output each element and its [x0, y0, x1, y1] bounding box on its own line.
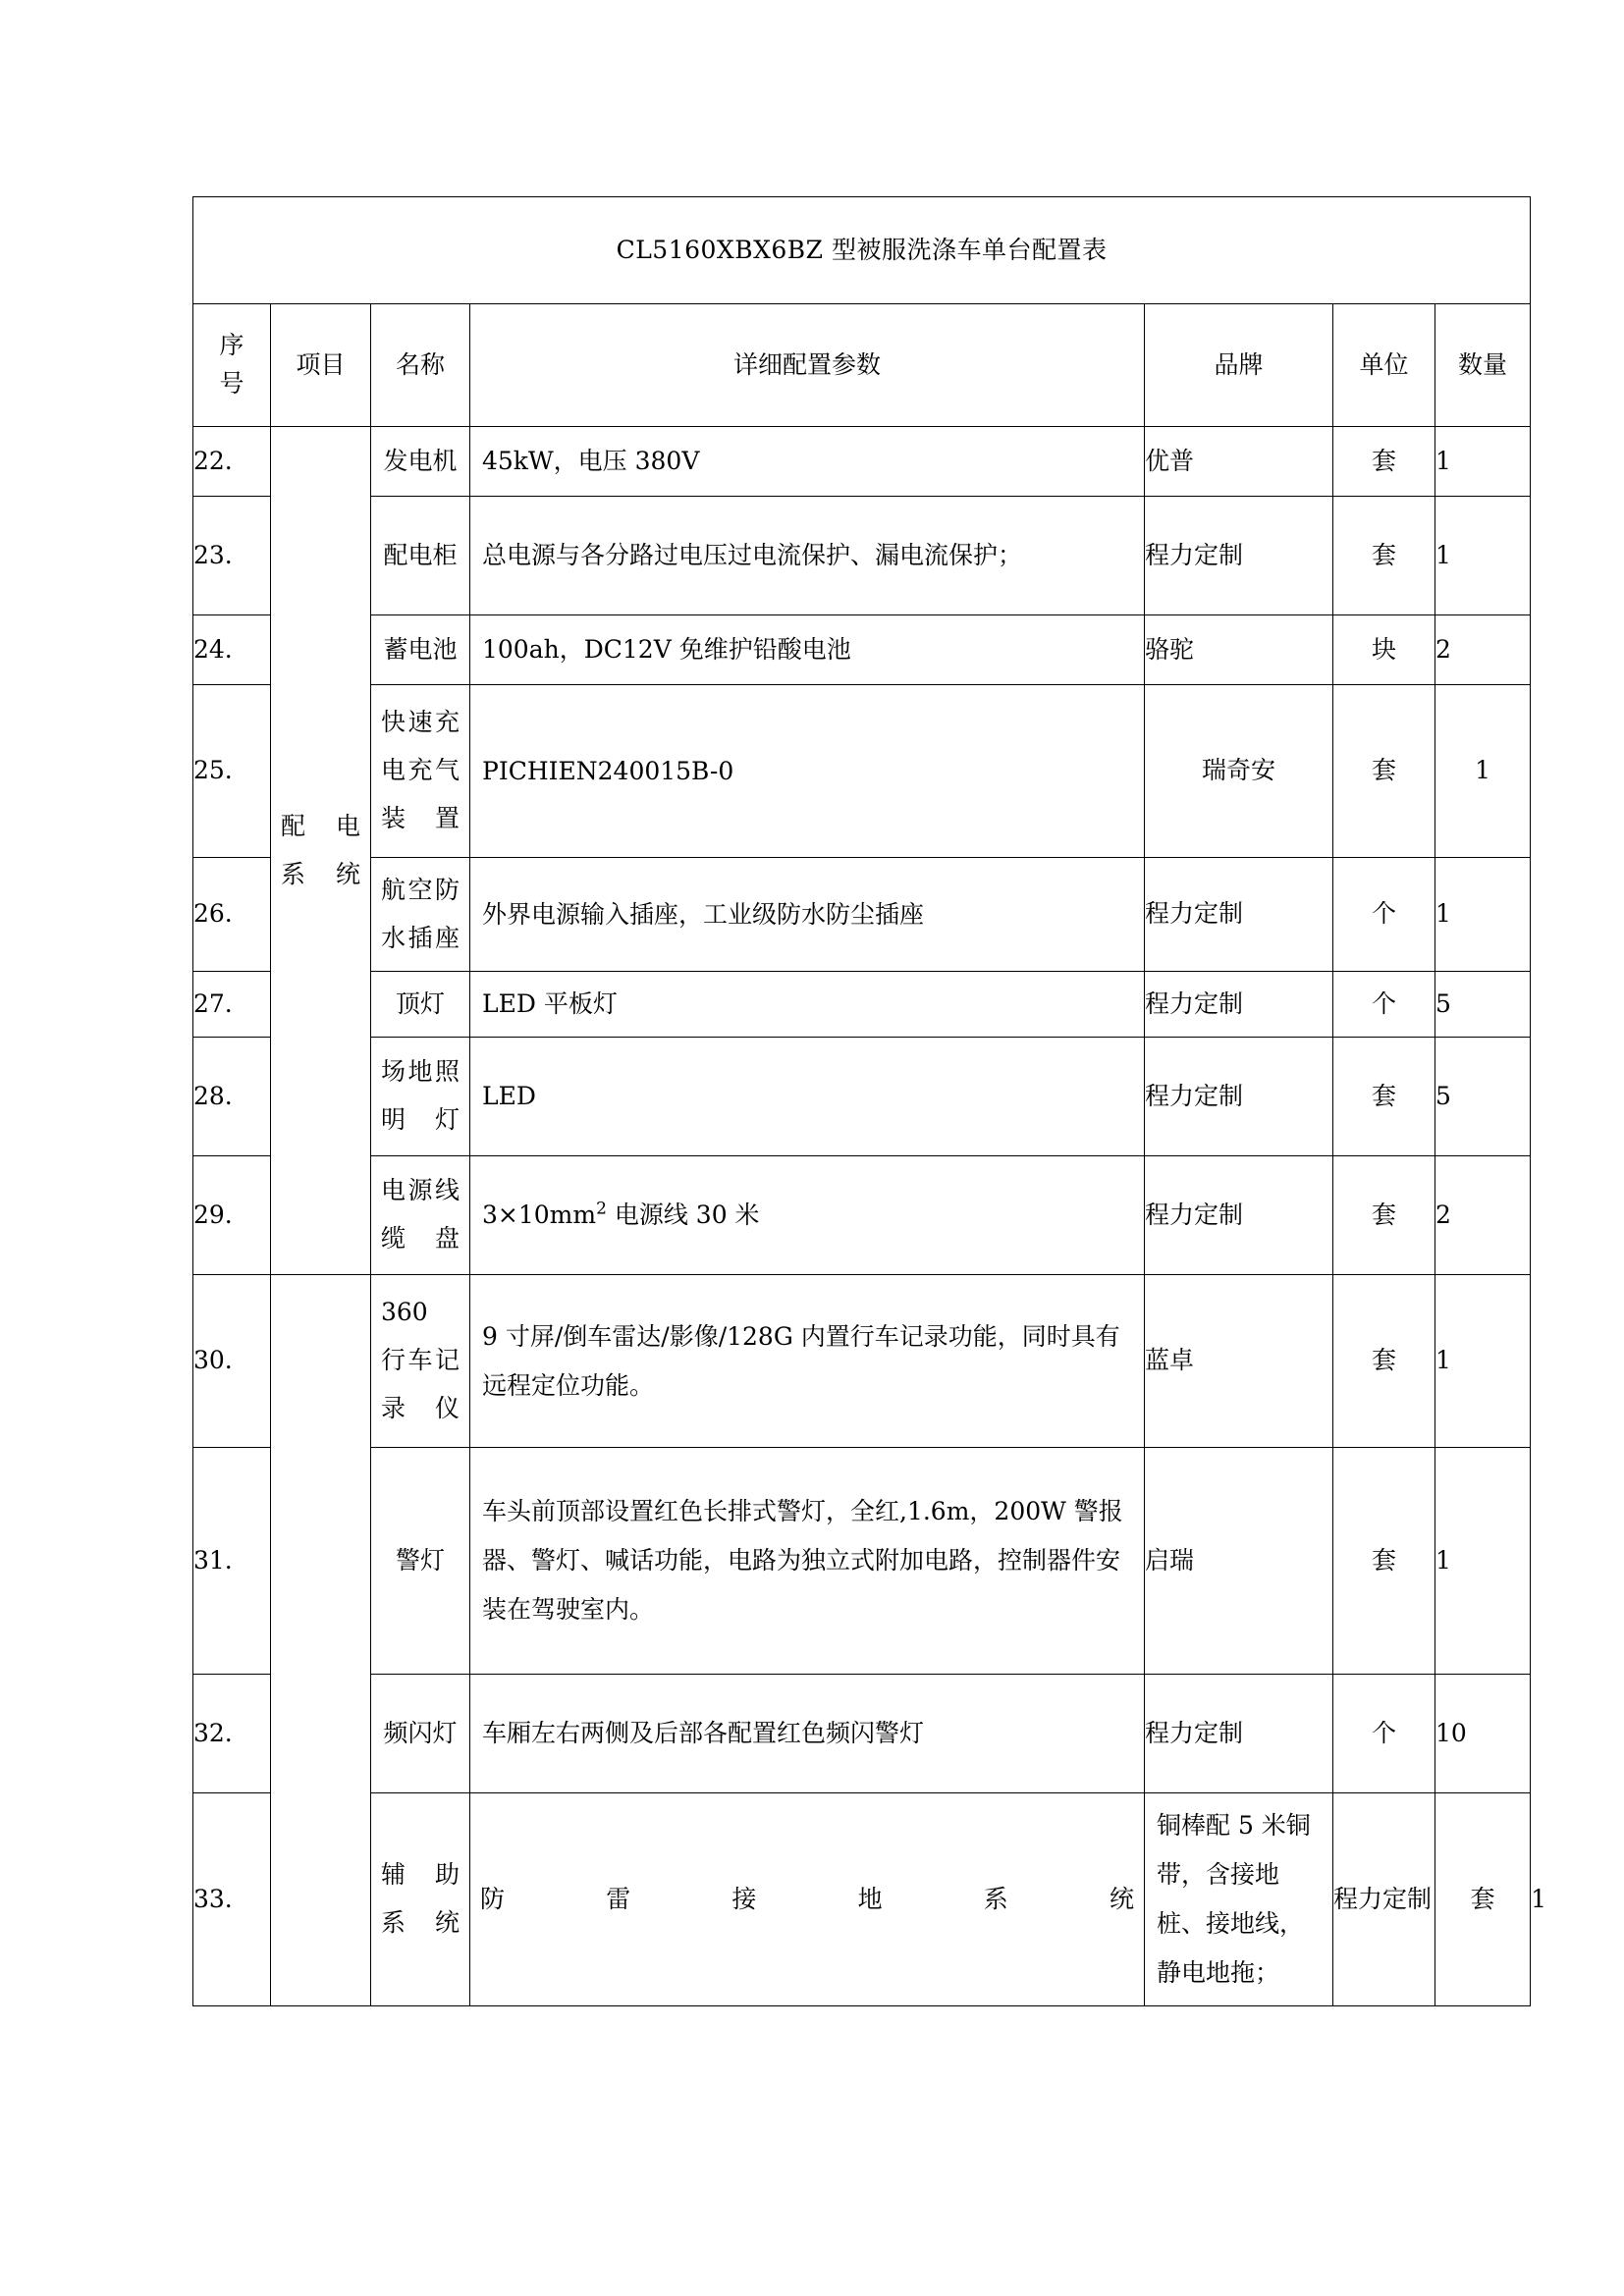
cell-name [371, 1156, 470, 1275]
cell-brand: 骆驼 [1145, 615, 1333, 685]
cell-params [470, 1675, 1145, 1793]
column-header-seq [193, 304, 271, 427]
cell-seq: 33. [193, 1793, 271, 2006]
cell-params [470, 1448, 1145, 1675]
cell-brand: 启瑞 [1145, 1448, 1333, 1675]
cell-seq: 22. [193, 427, 271, 497]
column-header-unit: 单位 [1333, 304, 1435, 427]
cell-unit: 套 [1333, 1448, 1435, 1675]
table-row [193, 427, 1531, 497]
table-row [193, 1275, 1531, 1448]
cell-params [470, 497, 1145, 615]
cell-seq: 23. [193, 497, 271, 615]
page-title: CL5160XBX6BZ 型被服洗涤车单台配置表 [616, 235, 1108, 264]
column-header-seq-line1: 序 [219, 331, 244, 360]
cell-qty: 1 [1435, 1448, 1531, 1675]
cell-qty: 1 [1435, 685, 1531, 858]
project-group-label-line1: 辅 助 [381, 1860, 460, 1890]
cell-project-empty [271, 1275, 371, 2006]
column-header-qty: 数量 [1435, 304, 1531, 427]
cell-brand: 蓝卓 [1145, 1275, 1333, 1448]
cell-params-text: LED 平板灯 [482, 989, 618, 1018]
cell-seq: 25. [193, 685, 271, 858]
table-row [193, 972, 1531, 1038]
cell-seq: 31. [193, 1448, 271, 1675]
cell-params [470, 1156, 1145, 1275]
cell-seq: 26. [193, 858, 271, 972]
cell-qty: 5 [1435, 972, 1531, 1038]
cell-brand: 程力定制 [1145, 1156, 1333, 1275]
cell-unit: 套 [1333, 497, 1435, 615]
cell-params-text: 外界电源输入插座，工业级防水防尘插座 [482, 899, 925, 929]
cell-params [470, 1038, 1145, 1156]
cell-name: 频闪灯 [371, 1675, 470, 1793]
cell-name: 蓄电池 [371, 615, 470, 685]
table-title-cell [193, 197, 1531, 304]
cell-name-text: 快速充电充气装置 [381, 708, 460, 832]
cell-seq: 28. [193, 1038, 271, 1156]
cell-name: 警灯 [371, 1448, 470, 1675]
cell-params [1145, 1793, 1333, 2006]
cell-brand: 瑞奇安 [1145, 685, 1333, 858]
table-header-row [193, 304, 1531, 427]
cell-unit: 套 [1333, 1156, 1435, 1275]
table-row [193, 1156, 1531, 1275]
cell-params-text: 9 寸屏/倒车雷达/影像/128G 内置行车记录功能，同时具有远程定位功能。 [482, 1321, 1120, 1400]
configuration-table [192, 196, 1546, 2006]
table-row [193, 497, 1531, 615]
cell-params [470, 427, 1145, 497]
cell-params-text: 车厢左右两侧及后部各配置红色频闪警灯 [482, 1719, 925, 1747]
project-group-label-line1: 配 电 [281, 811, 360, 840]
cell-name [371, 858, 470, 972]
column-header-brand: 品牌 [1145, 304, 1333, 427]
cell-qty: 2 [1435, 615, 1531, 685]
cell-name [371, 685, 470, 858]
cell-name-text: 航空防水插座 [381, 875, 460, 952]
table-row [193, 1448, 1531, 1675]
cell-brand: 程力定制 [1145, 972, 1333, 1038]
cell-params [470, 685, 1145, 858]
cell-unit: 套 [1435, 1793, 1531, 2006]
cell-params [470, 858, 1145, 972]
cell-brand: 程力定制 [1333, 1793, 1435, 2006]
table-row: 33. 辅 助 系统 防雷接地系统 铜棒配 5 米铜带，含接地桩、接地线，静电地拖； 程力定制 套 1 [193, 1793, 1531, 2006]
cell-params-text: $3\times 10mm^2$ 电源线 30 米 [482, 1199, 760, 1229]
cell-name [371, 1275, 470, 1448]
table-row [193, 1038, 1531, 1156]
cell-brand: 程力定制 [1145, 858, 1333, 972]
cell-name [470, 1793, 1145, 2006]
project-group-label-line2: 系统 [281, 859, 360, 888]
cell-params-text: 45kW，电压 380V [482, 447, 700, 475]
cell-params-text: 车头前顶部设置红色长排式警灯，全红,1.6m，200W 警报器、警灯、喊话功能，电路为独立式附加电路，控制器件安装在驾驶室内。 [482, 1497, 1123, 1624]
table-row [193, 615, 1531, 685]
cell-params [470, 972, 1145, 1038]
cell-unit: 个 [1333, 1675, 1435, 1793]
cell-params-text: LED [482, 1082, 536, 1110]
cell-name: 顶灯 [371, 972, 470, 1038]
cell-seq: 29. [193, 1156, 271, 1275]
cell-unit: 套 [1333, 1038, 1435, 1156]
cell-brand: 程力定制 [1145, 497, 1333, 615]
cell-brand: 优普 [1145, 427, 1333, 497]
table-row [193, 685, 1531, 858]
cell-params [470, 1275, 1145, 1448]
cell-seq: 32. [193, 1675, 271, 1793]
cell-project-group-auxiliary [371, 1793, 470, 2006]
column-header-seq-line2: 号 [219, 369, 244, 398]
cell-qty: 5 [1435, 1038, 1531, 1156]
column-header-params: 详细配置参数 [470, 304, 1145, 427]
cell-unit: 套 [1333, 1275, 1435, 1448]
cell-qty: 1 [1435, 497, 1531, 615]
cell-name: 发电机 [371, 427, 470, 497]
cell-brand: 程力定制 [1145, 1038, 1333, 1156]
cell-unit: 块 [1333, 615, 1435, 685]
cell-unit: 套 [1333, 685, 1435, 858]
project-group-label-line2: 系统 [381, 1908, 460, 1937]
cell-seq: 27. [193, 972, 271, 1038]
cell-unit: 套 [1333, 427, 1435, 497]
table-title-row [193, 197, 1531, 304]
cell-seq: 30. [193, 1275, 271, 1448]
cell-params-text: PICHIEN240015B-0 [482, 756, 734, 785]
column-header-project: 项目 [271, 304, 371, 427]
cell-qty: 1 [1435, 427, 1531, 497]
cell-unit: 个 [1333, 972, 1435, 1038]
cell-params-text: 总电源与各分路过电压过电流保护、漏电流保护； [482, 541, 1023, 569]
table-row [193, 858, 1531, 972]
cell-qty: 1 [1435, 1275, 1531, 1448]
cell-params-text: 铜棒配 5 米铜带，含接地桩、接地线，静电地拖； [1157, 1811, 1311, 1987]
cell-name: 配电柜 [371, 497, 470, 615]
cell-seq: 24. [193, 615, 271, 685]
cell-name-text: 360 行车记录仪 [381, 1298, 460, 1422]
cell-params [470, 615, 1145, 685]
table-row [193, 1675, 1531, 1793]
cell-name-text: 防雷接地系统 [480, 1884, 1134, 1913]
cell-project-group-power [271, 427, 371, 1275]
cell-qty: 2 [1435, 1156, 1531, 1275]
cell-unit: 个 [1333, 858, 1435, 972]
cell-name-text: 电源线缆盘 [381, 1176, 460, 1253]
cell-qty: 1 [1435, 858, 1531, 972]
column-header-name: 名称 [371, 304, 470, 427]
cell-name [371, 1038, 470, 1156]
cell-name-text: 场地照明灯 [381, 1057, 460, 1134]
cell-params-text: 100ah，DC12V 免维护铅酸电池 [482, 635, 851, 664]
cell-qty: 10 [1435, 1675, 1531, 1793]
cell-brand: 程力定制 [1145, 1675, 1333, 1793]
